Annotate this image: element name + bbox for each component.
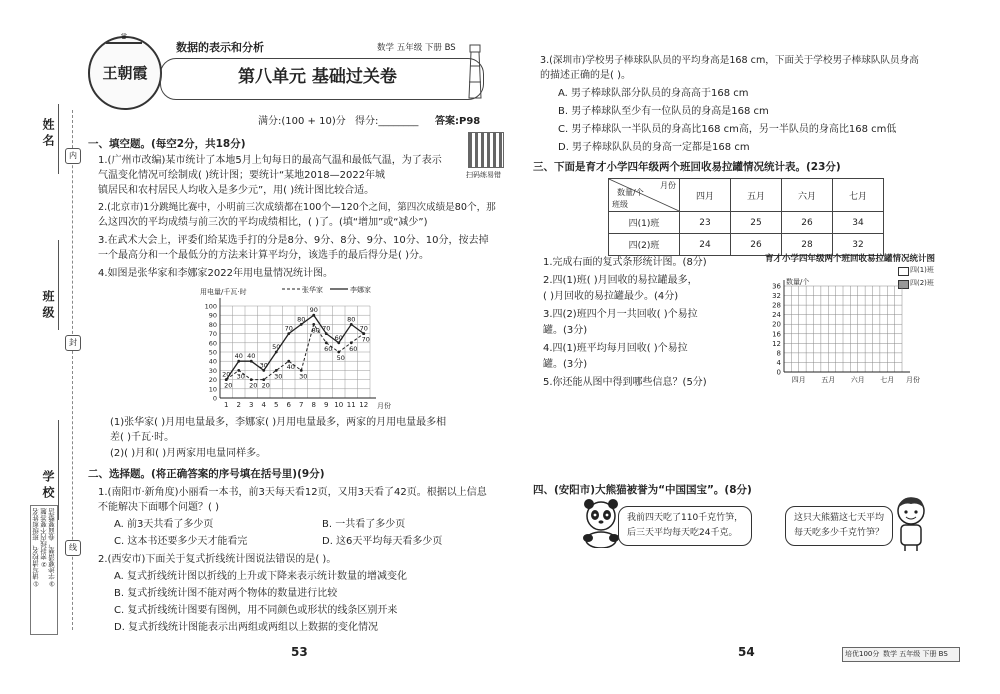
notes-box [30, 505, 58, 635]
data-point-zhanghua [262, 378, 265, 381]
legend-label-lina: 李娜家 [350, 286, 371, 294]
x-tick-label: 12 [359, 401, 369, 409]
s3-item-1: 1.完成右面的复式条形统计图。(8分) [543, 257, 707, 268]
data-label-zhanghua: 30 [299, 372, 308, 381]
data-point-zhanghua [287, 360, 290, 363]
choice-2-option-a[interactable]: A. 复式折线统计图以折线的上升或下降来表示统计数量的增减变化 [114, 571, 408, 582]
choice-2-stem: 2.(西安市)下面关于复式折线统计图说法错误的是( )。 [98, 554, 337, 565]
data-label-lina: 40 [234, 352, 243, 361]
table-cell: 28 [782, 234, 833, 256]
x-tick-label: 8 [311, 401, 316, 409]
data-point-lina [262, 369, 265, 372]
table-row-label: 四(2)班 [609, 234, 680, 256]
table-cell: 26 [731, 234, 782, 256]
name-label: 姓 名 [41, 118, 55, 147]
data-label-zhanghua: 20 [261, 381, 270, 390]
data-point-lina [337, 341, 340, 344]
data-point-lina [287, 332, 290, 335]
seal-mark-3: 线 [65, 540, 81, 556]
choice-3-stem: 3.(深圳市)学校男子棒球队队员的平均身高是168 cm，下面关于学校男子棒球队队员身高 [540, 55, 919, 66]
x-tick-label: 6 [286, 401, 291, 409]
data-label-lina: 50 [272, 343, 281, 351]
bar-y-tick-label: 24 [772, 311, 781, 320]
choice-1-option-a[interactable]: A. 前3天共看了多少页 [114, 519, 214, 530]
q1-line-2: 气温变化情况可绘制成( )统计图；要统计“某地2018—2022年城 [98, 170, 386, 181]
section-1-heading: 一、填空题。(每空2分，共18分) [88, 138, 246, 150]
qr-code-icon [468, 132, 504, 168]
data-point-zhanghua [250, 378, 253, 381]
lighthouse-icon [466, 42, 484, 100]
choice-3-option-d[interactable]: D. 男子棒球队队员的身高一定都是168 cm [558, 142, 750, 153]
table-cell: 26 [782, 212, 833, 234]
x-tick-label: 5 [274, 401, 279, 409]
data-label-zhanghua: 60 [349, 344, 358, 353]
s3-item-3b: 罐。(3分) [543, 325, 588, 336]
section-3-heading: 三、下面是育才小学四年级两个班回收易拉罐情况统计表。(23分) [533, 161, 841, 173]
y-tick-label: 100 [204, 302, 217, 311]
y-tick-label: 40 [208, 357, 217, 366]
data-label-zhanghua: 70 [361, 335, 370, 344]
s3-item-2b: ( )月回收的易拉罐最少。(4分) [543, 291, 679, 302]
bar-y-tick-label: 12 [772, 339, 781, 348]
data-label-zhanghua: 40 [286, 363, 295, 372]
data-point-lina [300, 323, 303, 326]
y-tick-label: 20 [208, 376, 217, 385]
logo-crown-icon: ♛ [106, 32, 142, 44]
data-point-lina [350, 323, 353, 326]
section-4-heading: 四、(安阳市)大熊猫被誉为“中国国宝”。(8分) [533, 484, 752, 496]
data-point-lina [312, 314, 315, 317]
table-corner-cell [609, 179, 680, 212]
x-tick-label: 11 [346, 401, 356, 409]
choice-3-option-c[interactable]: C. 男子棒球队一半队员的身高比168 cm高，另一半队员的身高比168 cm低 [558, 124, 897, 135]
choice-1-option-b[interactable]: B. 一共看了多少页 [322, 519, 406, 530]
data-point-zhanghua [350, 341, 353, 344]
table-head-qty: 数量/个 [617, 188, 644, 197]
data-point-lina [250, 360, 253, 363]
data-label-lina: 70 [359, 324, 368, 333]
footer-brand-meta: 数学 五年级 下册 BS [883, 650, 948, 658]
class-underline [58, 240, 59, 330]
data-label-zhanghua: 20 [249, 381, 258, 390]
data-point-zhanghua [337, 351, 340, 354]
data-label-lina: 30 [259, 361, 268, 370]
y-axis-label: 用电量/千瓦·时 [200, 288, 247, 296]
data-point-lina [237, 360, 240, 363]
s3-item-2a: 2.四(1)班( )月回收的易拉罐最多， [543, 275, 698, 286]
x-tick-label: 4 [261, 401, 266, 409]
s3-item-4a: 4.四(1)班平均每月回收( )个易拉 [543, 343, 688, 354]
data-label-lina: 40 [247, 352, 256, 361]
choice-1-stem-2: 不能解决下面哪个问题？( ) [98, 502, 219, 513]
footer-brand: 培优100分 [845, 650, 880, 658]
table-header-cell: 五月 [731, 179, 782, 212]
table-cell: 34 [833, 212, 884, 234]
data-point-zhanghua [325, 341, 328, 344]
bar-y-tick-label: 0 [776, 368, 781, 377]
data-point-zhanghua [275, 369, 278, 372]
score-field: 得分:________ [355, 116, 419, 127]
panda-speech-bubble [618, 506, 752, 546]
table-header-row [609, 179, 884, 212]
data-point-zhanghua [312, 323, 315, 326]
choice-3-option-a[interactable]: A. 男子棒球队部分队员的身高高于168 cm [558, 88, 749, 99]
y-tick-label: 50 [208, 348, 217, 357]
page-number-right: 54 [738, 645, 755, 659]
choice-2-option-d[interactable]: D. 复式折线统计图能表示出两组或两组以上数据的变化情况 [114, 622, 379, 633]
note-3: ③字迹要清楚，卷面要整洁 [48, 508, 56, 588]
bar-y-axis-label: 数量/个 [786, 278, 810, 286]
data-point-zhanghua [300, 369, 303, 372]
q4-line-1: 4.如图是张华家和李娜家2022年用电量情况统计图。 [98, 268, 333, 279]
boy-speech-line-1: 这只大熊猫这七天平均 [794, 513, 885, 523]
logo-text: 王朝霞 [102, 64, 148, 82]
bar-x-tick-label: 七月 [880, 376, 895, 384]
data-label-zhanghua: 80 [311, 326, 320, 335]
bar-chart-title: 育才小学四年级两个班回收易拉罐情况统计图 [765, 254, 936, 264]
table-cell: 32 [833, 234, 884, 256]
data-point-zhanghua [237, 369, 240, 372]
x-tick-label: 2 [236, 401, 241, 409]
y-tick-label: 80 [208, 320, 217, 329]
bar-x-tick-label: 六月 [850, 376, 865, 384]
recycling-bar-chart[interactable] [762, 272, 962, 390]
bar-x-tick-label: 五月 [821, 376, 836, 384]
table-header-cell: 七月 [833, 179, 884, 212]
data-label-lina: 80 [297, 315, 306, 324]
data-label-lina: 70 [284, 324, 293, 333]
bar-y-tick-label: 20 [772, 320, 781, 329]
q4-sub-2: 差( )千瓦·时。 [110, 432, 175, 443]
table-cell: 23 [680, 212, 731, 234]
class-label: 班 级 [41, 290, 55, 319]
bar-y-tick-label: 28 [772, 301, 781, 310]
q1-line-1: 1.(广州市改编)某市统计了本地5月上旬每日的最高气温和最低气温，为了表示 [98, 155, 442, 166]
page-title: 第八单元 基础过关卷 [238, 67, 397, 87]
data-label-lina: 20 [222, 370, 231, 379]
data-point-lina [275, 351, 278, 354]
boy-speech-line-2: 每天吃多少千克竹笋？ [794, 528, 885, 538]
q3-line-1: 3.在武术大会上，评委们给某选手打的分是8分、9分、8分、9分、10分、10分，按去掉 [98, 235, 489, 246]
seal-mark-2: 封 [65, 335, 81, 351]
q2-line-2: 么这四次的平均成绩与前三次的平均成绩相比，( )了。(填“增加”或“减少”) [98, 217, 428, 228]
recycling-table [608, 178, 884, 256]
s3-item-5: 5.你还能从图中得到哪些信息？(5分) [543, 377, 707, 388]
choice-2-option-b[interactable]: B. 复式折线统计图不能对两个物体的数量进行比较 [114, 588, 338, 599]
bar-x-tick-label: 四月 [791, 376, 806, 384]
boy-speech-bubble [785, 506, 893, 546]
y-tick-label: 10 [208, 385, 217, 394]
school-label: 学 校 [41, 470, 55, 499]
bar-x-axis-label: 月份 [906, 376, 920, 384]
qr-caption: 扫码练易错 [466, 171, 501, 179]
boy-icon [890, 494, 932, 552]
q4-sub-1: (1)张华家( )月用电量最多，李娜家( )月用电量最多，两家的月用电量最多相 [110, 417, 447, 428]
choice-3-stem-2: 的描述正确的是( )。 [540, 70, 631, 81]
y-tick-label: 30 [208, 366, 217, 375]
bar-y-tick-label: 8 [776, 349, 781, 358]
y-tick-label: 0 [212, 394, 217, 403]
x-tick-label: 1 [224, 401, 229, 409]
x-tick-label: 10 [334, 401, 344, 409]
table-cell: 24 [680, 234, 731, 256]
data-label-zhanghua: 50 [336, 354, 345, 362]
data-label-lina: 70 [322, 324, 331, 333]
data-label-zhanghua: 30 [274, 372, 283, 381]
electricity-line-chart [190, 282, 420, 412]
table-head-month: 月份 [660, 181, 676, 190]
bar-y-tick-label: 36 [772, 282, 781, 291]
q2-line-1: 2.(北京市)1分跳绳比赛中，小明前三次成绩都在100个—120个之间，第四次成绩是80个，那 [98, 202, 496, 213]
data-point-lina [225, 378, 228, 381]
data-label-lina: 80 [347, 315, 356, 324]
y-tick-label: 60 [208, 339, 217, 348]
bar-y-tick-label: 32 [772, 292, 781, 301]
data-label-lina: 60 [334, 333, 343, 342]
x-tick-label: 9 [324, 401, 329, 409]
meta-label: 数学 五年级 下册 BS [377, 43, 456, 53]
bar-y-tick-label: 4 [776, 358, 781, 367]
page-number-left: 53 [291, 645, 308, 659]
legend-label-class1: 四(1)班 [910, 266, 934, 274]
table-header-cell: 六月 [782, 179, 833, 212]
legend-label-class2: 四(2)班 [910, 279, 934, 287]
data-label-zhanghua: 20 [224, 381, 233, 390]
choice-1-stem: 1.(南阳市·新角度)小丽看一本书，前3天每天看12页，又用3天看了42页。根据以上信息 [98, 487, 487, 498]
data-point-lina [362, 332, 365, 335]
x-tick-label: 3 [249, 401, 254, 409]
table-row-label: 四(1)班 [609, 212, 680, 234]
note-2: ②密封线内不要答题 [40, 508, 48, 568]
x-tick-label: 7 [299, 401, 304, 409]
answer-page: 答案:P98 [435, 116, 481, 127]
legend-label-zhanghua: 张华家 [302, 286, 323, 294]
full-score: 满分:(100 + 10)分 [258, 116, 346, 127]
choice-1-option-c[interactable]: C. 这本书还要多少天才能看完 [114, 536, 248, 547]
choice-1-option-d[interactable]: D. 这6天平均每天看多少页 [322, 536, 443, 547]
q1-line-3: 镇居民和农村居民人均收入是多少元”，用( )统计图比较合适。 [98, 185, 375, 196]
y-tick-label: 90 [208, 311, 217, 320]
q4-sub-3: (2)( )月和( )月两家用电量同样多。 [110, 448, 267, 459]
table-row [609, 212, 884, 234]
panda-speech-line-1: 我前四天吃了110千克竹笋， [627, 513, 744, 523]
bar-y-tick-label: 16 [772, 330, 781, 339]
q3-line-2: 一个最高分和一个最低分的方法来计算平均分，该选手的最后得分是( )分。 [98, 250, 429, 261]
choice-3-option-b[interactable]: B. 男子棒球队至少有一位队员的身高是168 cm [558, 106, 769, 117]
table-head-class: 班级 [612, 200, 628, 209]
logo [88, 32, 162, 110]
note-1: ①请写清校名、班级和姓名 [32, 508, 40, 588]
section-2-heading: 二、选择题。(将正确答案的序号填在括号里)(9分) [88, 468, 325, 480]
data-label-zhanghua: 60 [324, 344, 333, 353]
data-label-zhanghua: 30 [236, 372, 245, 381]
table-header-cell: 四月 [680, 179, 731, 212]
choice-2-option-c[interactable]: C. 复式折线统计图要有图例，用不同颜色或形状的线条区别开来 [114, 605, 398, 616]
seal-mark-1: 内 [65, 148, 81, 164]
y-tick-label: 70 [208, 330, 217, 339]
data-label-lina: 90 [309, 306, 318, 315]
x-axis-label: 月份 [377, 402, 391, 410]
name-underline [58, 104, 59, 174]
s3-item-4b: 罐。(3分) [543, 359, 588, 370]
school-underline [58, 420, 59, 520]
table-cell: 25 [731, 212, 782, 234]
s3-item-3a: 3.四(2)班四个月一共回收( )个易拉 [543, 309, 698, 320]
data-point-lina [325, 332, 328, 335]
panda-speech-line-2: 后三天平均每天吃24千克。 [627, 528, 738, 538]
topic-label: 数据的表示和分析 [176, 41, 264, 54]
